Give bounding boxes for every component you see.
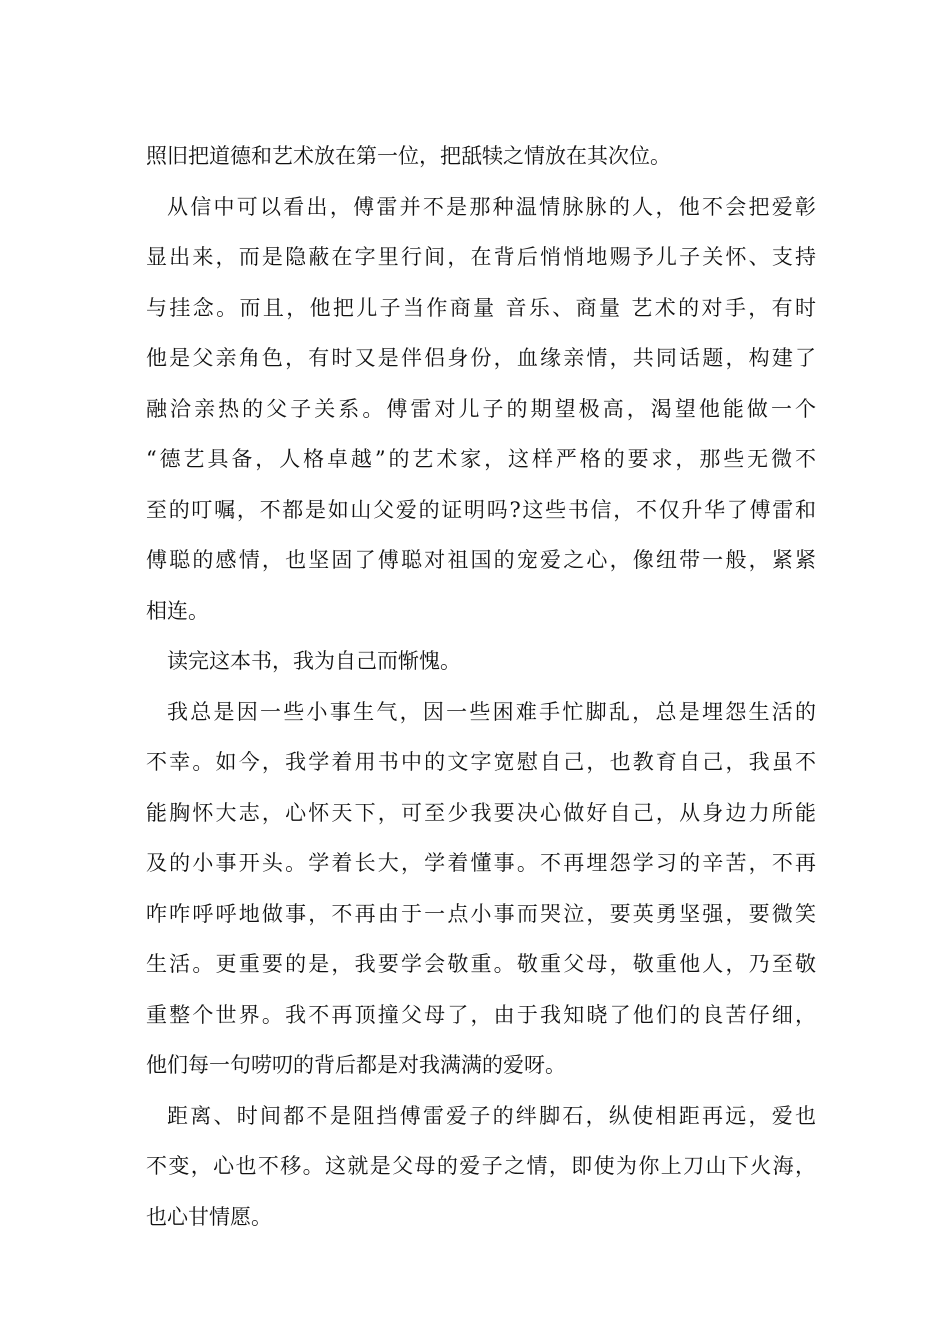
text-line: 能胸怀大志，心怀天下，可至少我要决心做好自己，从身边力所能 (146, 800, 816, 825)
text-line: 从信中可以看出，傅雷并不是那种温情脉脉的人，他不会把爱彰 (167, 194, 816, 219)
text-line: 我总是因一些小事生气，因一些困难手忙脚乱，总是埋怨生活的 (167, 699, 816, 724)
text-line: 不变，心也不移。这就是父母的爱子之情，即使为你上刀山下火海， (146, 1154, 816, 1178)
text-line: 读完这本书，我为自己而惭愧。 (167, 649, 461, 673)
text-line: 与挂念。而且，他把儿子当作商量 音乐、商量 艺术的对手，有时 (146, 295, 816, 320)
text-line: 也心甘情愿。 (146, 1204, 272, 1229)
text-line: 不幸。如今，我学着用书中的文字宽慰自己，也教育自己，我虽不 (146, 750, 816, 774)
text-line: 傅聪的感情，也坚固了傅聪对祖国的宠爱之心，像纽带一般，紧紧 (146, 548, 816, 572)
text-line: 生活。更重要的是，我要学会敬重。敬重父母，敬重他人，乃至敬 (146, 952, 816, 976)
text-line: 照旧把道德和艺术放在第一位，把舐犊之情放在其次位。 (146, 144, 671, 168)
text-line: 他是父亲角色，有时又是伴侣身份，血缘亲情，共同话题，构建了 (146, 346, 816, 370)
text-line: 重整个世界。我不再顶撞父母了，由于我知晓了他们的良苦仔细， (146, 1002, 816, 1027)
text-line: 相连。 (146, 598, 209, 623)
document-body (146, 131, 816, 1242)
text-line: 及的小事开头。学着长大，学着懂事。不再埋怨学习的辛苦，不再 (146, 851, 816, 875)
text-line: 距离、时间都不是阻挡傅雷爱子的绊脚石，纵使相距再远，爱也 (167, 1103, 816, 1128)
text-line: 融洽亲热的父子关系。傅雷对儿子的期望极高，渴望他能做一个 (146, 396, 816, 421)
text-line: 他们每一句唠叨的背后都是对我满满的爱呀。 (146, 1053, 566, 1077)
text-line: 显出来，而是隐蔽在字里行间，在背后悄悄地赐予儿子关怀、支持 (146, 245, 816, 269)
text-line: 咋咋呼呼地做事，不再由于一点小事而哭泣，要英勇坚强，要微笑 (146, 901, 816, 926)
text-line: “德艺具备，人格卓越”的艺术家，这样严格的要求，那些无微不 (146, 447, 816, 471)
text-line: 至的叮嘱，不都是如山父爱的证明吗?这些书信，不仅升华了傅雷和 (146, 497, 816, 522)
